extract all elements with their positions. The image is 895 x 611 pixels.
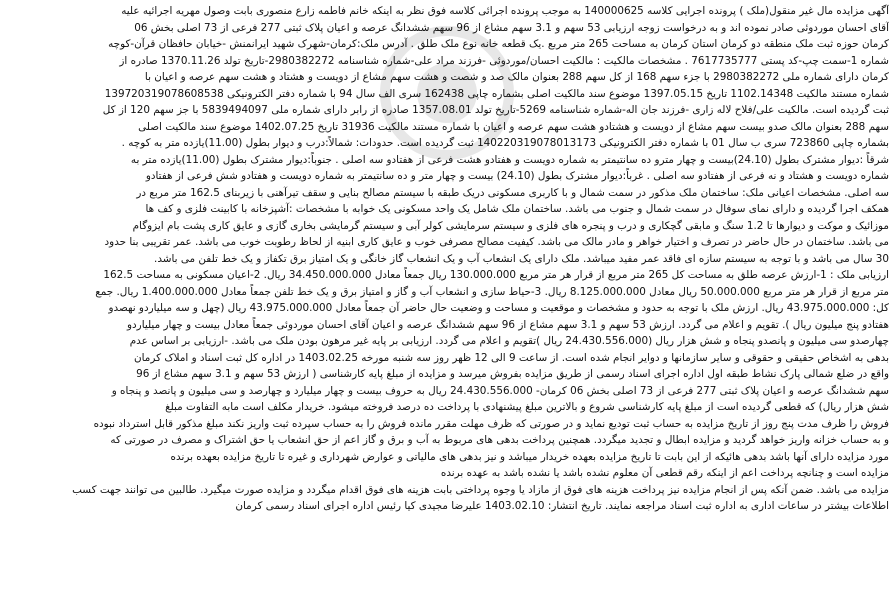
text-line: شرقاً :دیوار مشترک بطول (24.10)بیست و چهار مترو ده سانتیمتر به شماره دویست و هفتادو هشت فرعی از هفتادو سه اصلی . جنوباً:دیوار مشترک بطول (11.00)یازده متر به	[130, 153, 889, 166]
text-line: همکف اجرا گردیده و دارای نمای سوفال در سمت شمال و جنوب می باشد. ساختمان ملک شامل یک واحد مسکونی یک خوابه با مشخصات :آشپزخانه با کابینت فلزی و کف ها	[145, 203, 889, 215]
text-line: کرمان حوزه ثبت ملک منطقه دو کرمان استان کرمان به مساحت 265 متر مربع .یک قطعه خانه نوع ملک طلق . آدرس ملک:کرمان-شهرک شهید ایرانمنش -خیابان حافظان قرآن-کوچه	[108, 38, 889, 50]
text-line: و به حساب خزانه واریز خواهد گردید و مزایده ابطال و تجدید میگردد. همچنین پرداخت بدهی های مربوط به آب و برق و گاز اعم از حق انشعاب یا حق اشتراک و مصرف در صورتی که	[110, 434, 889, 446]
text-line: آگهی مزایده مال غیر منقول(ملک ) پرونده اجرایی کلاسه 140000625 به موجب پرونده اجرائی کلاسه فوق نظر به اینکه خانم فاطمه زارع منصوری بابت وصول مهریه اجرائیه علیه	[121, 5, 889, 17]
text-line: هفتادو پنج میلیون ریال ). تقویم و اعلام می گردد. ارزش 53 سهم و 3.1 سهم مشاع از 96 سهم ششدانگ عرصه و اعیان آقای احسان موردوئی جمعاً معادل بیست و چهار میلیاردو	[127, 318, 889, 331]
text-line: 30 سال می باشد و با توجه به سیستم سازه ای فاقد عمر مفید میباشد. ملک دارای یک انشعاب آب و یک انشعاب گاز خانگی و یک امتیاز برق تکفاز و یک خط تلفن می باشد.	[154, 252, 889, 265]
text-line: سه اصلی. مشخصات اعیانی ملک: ساختمان ملک مذکور در سمت شمال و با کاربری مسکونی دریک طبقه با سیستم مصالح بنایی و سقف تیرآهنی با زیربنای 162.5 متر مربع در	[136, 186, 889, 199]
text-line: شماره دویست و هشتاد و نه فرعی از هفتادو سه اصلی . غرباً:دیوار مشترک بطول (24.10) بیست و چهار متر و ده سانتیمتر به شماره دویست و هفتادو شش فرعی از هفتادو	[145, 170, 889, 182]
text-line: مزایده است و چنانچه پرداخت اعم از اینکه رقم قطعی آن معلوم نشده باشد یا نشده باشد به عهده برنده	[440, 467, 889, 479]
text-line: ثبت گردیده است. مالکیت علی/فلاح لاله زاری -فرزند جان اله-شماره شناسنامه 5269-تاریخ تولد 1357.08.01 صادره از رابر دارای شماره ملی 5839494097 با جز سهم 120 از کل	[102, 104, 889, 116]
text-line: مزایده می باشد. ضمن آنکه پس از انجام مزایده نیز پرداخت هزینه های فوق از مازاد یا وجوه پرداختی بابت هزینه های فوق اقدام میگردد و مزایده صورت میگیرد. طالبین می توانند جهت کسب	[72, 483, 889, 496]
text-line: موزائیک و موکت و دیوارها تا 1.2 سنگ و مابقی گچکاری و درب و پنجره های فلزی و سیستم سرمایشی کولر آبی و سیستم گرمایشی بخاری گازی و عایق کاری پشت بام ایزوگام	[132, 219, 889, 232]
text-line: فروش را ظرف مدت پنج روز از تاریخ مزایده به حساب ثبت تودیع نماید و در صورتی که ظرف مهلت مقرر مانده فروش را به حساب سپرده ثبت واریز نکند مبلغ مذکور قابل استرداد نبوده	[93, 417, 889, 430]
text-line: آقای احسان موردوئی صادر نموده اند و به درخواست زوجه ارزیابی 53 سهم و 3.1 سهم مشاع از 96 سهم ششدانگ عرصه و اعیان پلاک ثبتی 277 فرعی از 73 اصلی بخش 06	[134, 21, 889, 34]
text-line: کرمان دارای شماره ملی 2980382272 با جزء سهم 168 از کل سهم 288 بعنوان مالک صد و شصت و هشت سهم مشاع از دویست و هشتاد و هشت سهم عرصه و اعیان با	[144, 71, 889, 83]
text-line: واقع در ضلع شمالی پارک نشاط طبقه اول اداره اجرای اسناد رسمی از طریق مزایده بفروش میرسد و مزایده از مبلغ پایه کارشناسی ( ارزش 53 سهم و 3.1 سهم مشاع از 96	[136, 368, 889, 380]
text-line: کل: 43.975.000.000 ریال. ارزش ملک با توجه به حدود و مشخصات و موقعیت و مساحت و وضعیت حال حاضر آن جمعاً معادل 43.975.000.000 ریال (چهل و سه میلیاردو نهصدو	[108, 302, 889, 314]
text-line: مورد مزایده دارای آنها باشد بدهی هائیکه از این بابت تا تاریخ مزایده بعهده خریدار میباشد و نیز بدهی های مالیاتی و عوارض شهرداری و غیره تا تاریخ مزایده بعهده برنده	[170, 450, 889, 463]
text-line: بدهی به اشخاص حقیقی و حقوقی و سایر سازمانها و دوایر انجام شده است. از ساعت 9 الی 12 ظهر روز سه شنبه مورخه 1403.02.25 در اداره کل ثبت اسناد و املاک کرمان	[133, 351, 889, 364]
text-line: چهارصدو سی میلیون و پانصدو پنجاه و شش هزار ریال (24.430.556.000 ریال )تقویم و اعلام می گردد. ارزیابی بر پایه غیر مرهون بودن ملک می باشد. -ارزیابی بر اساس عدم	[129, 335, 889, 347]
text-line: سهم 288 بعنوان مالک صدو بیست سهم مشاع از دویست و هشتادو هشت سهم عرصه و اعیان با شماره مستند مالکیت 31936 تاریخ 1402.07.25 موضوع سند مالکیت اصلی	[138, 120, 889, 133]
text-line: سهم ششدانگ عرصه و اعیان پلاک ثبتی 277 فرعی از 73 اصلی بخش 06 کرمان- 24.430.556.000 ریال به حروف بیست و چهار میلیارد و چهارصد و سی میلیون و پانصد و پنجاه و	[111, 384, 889, 397]
text-line: شماره 1-سمت چپ-کد پستی 7617735777 . مشخصات مالکیت : مالکیت احسان/موردوئی -فرزند مراد علی-شماره شناسنامه 2980382272-تاریخ تولد 1370.11.26 صادره از	[119, 54, 889, 67]
text-line: ارزیابی ملک : 1-ارزش عرصه طلق به مساحت کل 265 متر مربع از قرار هر متر مربع 130.000.000 ریال جمعاً معادل 34.450.000.000 ریال. 2-اعیان مسکونی به مساحت 162.5	[103, 269, 889, 281]
text-line: بشماره چاپی 723860 سری ب سال 01 با شماره دفتر الکترونیکی 140220319078013173 ثبت گردیده است. حدودات: شمالاً:درب و دیوار بطول (11.00)یازده متر به کوچه .	[121, 137, 889, 149]
text-line: شش هزار ریال) که قطعی گردیده است از مبلغ پایه کارشناسی شروع و بالاترین مبلغ پیشنهادی با پرداخت ده درصد فروخته میشود. خریدار مکلف است مابه التفاوت مبلغ	[165, 401, 889, 413]
text-line: شماره مستند مالکیت 1102.14348 تاریخ 1397.05.15 موضوع سند مالکیت اصلی بشماره چاپی 162438 سری الف سال 94 با شماره دفتر الکترونیکی 139720319078608538	[104, 87, 889, 100]
text-line: متر مربع از قرار هر متر مربع 50.000.000 ریال معادل 8.125.000.000 ریال. 3-حیاط سازی و انشعاب آب و گاز و امتیاز برق و یک خط تلفن جمعاً معادل 1.400.000.000 ریال. جمع	[95, 285, 889, 298]
text-line: اطلاعات بیشتر در ساعات اداری به اداره ثبت اسناد مراجعه نمایند. تاریخ انتشار: 1403.02.10 علیرضا مجیدی کیا رئیس اداره اجرای اسناد رسمی کرمان	[235, 500, 889, 512]
text-line: می باشد. ساختمان در حال حاضر در تصرف و اختیار خواهر و مادر مالک می باشد. کیفیت مصالح مصرفی خوب و عایق کاری ابنیه از لحاظ رطوبت خوب می باشد. عمر تقریبی بنا حدود	[104, 236, 889, 248]
